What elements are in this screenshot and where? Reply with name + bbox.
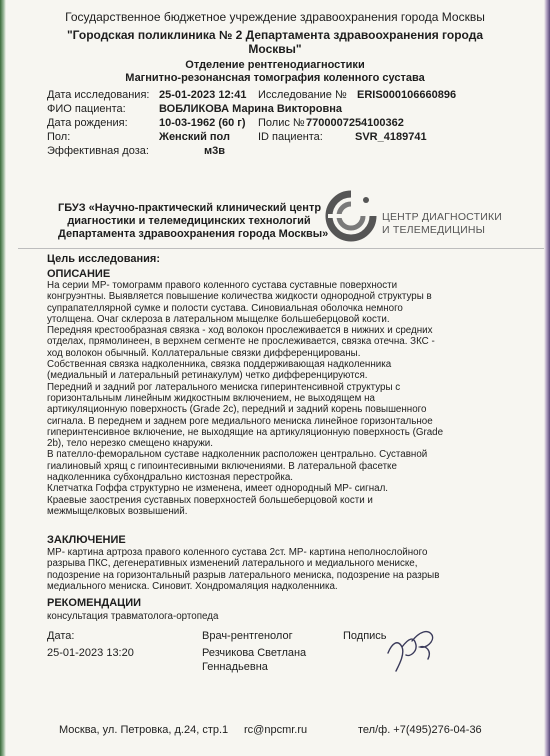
clinic-name-line2: Москвы" [248, 42, 302, 56]
patient-id-value: SVR_4189741 [355, 131, 427, 143]
description-line: ход волокон обычный. Коллатеральные связки дифференцированы. [47, 347, 361, 359]
conclusion-heading: ЗАКЛЮЧЕНИЕ [47, 534, 126, 546]
logo-text-line1: ЦЕНТР ДИАГНОСТИКИ [382, 211, 503, 223]
description-line: межмыщелковых возвышений. [47, 505, 188, 517]
conclusion-line: МР- картина артроза правого коленного сустава 2ст. МР- картина неполнослойного [47, 547, 428, 558]
conclusion-line: подозрение на горизонтальный разрыв латерального мениска, подозрение на разрыв [47, 569, 440, 581]
description-text [47, 280, 477, 517]
scan-edge-left [0, 0, 6, 756]
study-date-value: 25-01-2023 12:41 [159, 89, 247, 101]
description-line: Передняя крестообразная связка - ход волокон прослеживается в нижних и средних [47, 325, 433, 337]
description-line: На серии МР- томограмм правого коленного сустава суставные поверхности [47, 280, 398, 291]
footer-address: Москва, ул. Петровка, д.24, стр.1 [59, 724, 229, 736]
policy-value: 7700007254100362 [306, 117, 404, 129]
description-line: гиперинтенсивное включение, не выходящие на артикуляционную поверхность (Grade [47, 426, 444, 438]
description-line: Клетчатка Гоффа структурно не изменена, имеет однородный МР- сигнал. [47, 483, 389, 495]
section-divider [18, 248, 544, 249]
dob-label: Дата рождения: [47, 117, 128, 129]
institution-name: Государственное бюджетное учреждение здравоохранения города Москвы [65, 10, 485, 24]
description-line: (медиальный и латеральный ретинакулум) четко дифференцируются. [47, 370, 368, 382]
conclusion-text [47, 547, 477, 592]
recommendations-text: консультация травматолога-ортопеда [47, 611, 219, 622]
description-heading: ОПИСАНИЕ [47, 268, 111, 280]
recommendations-heading: РЕКОМЕНДАЦИИ [47, 597, 142, 609]
department-name: Отделение рентгенодиагностики [185, 59, 365, 71]
footer-phone: тел/ф. +7(495)276-04-36 [358, 724, 482, 736]
study-title: Магнитно-резонансная томография коленного сустава [125, 72, 425, 84]
patient-name-value: ВОБЛИКОВА Марина Викторовна [159, 103, 342, 115]
description-line: конгруэнтны. Выявляется повышение количества жидкости однородной структуры в [47, 291, 432, 303]
study-number-value: ERIS000106660896 [357, 89, 457, 101]
description-line: В пателло-феморальном суставе надколенник расположен центрально. Суставной [47, 449, 428, 461]
purpose-label: Цель исследования: [47, 253, 160, 265]
conclusion-line: разрыва ПКС, дегенеративных изменений латерального и медиального мениске, [47, 558, 418, 570]
conclusion-line: медиального мениска. Синовит. Хондромаляция надколенника. [47, 580, 338, 592]
patient-id-label: ID пациента: [258, 131, 323, 143]
sex-value: Женский пол [159, 131, 230, 143]
description-line: гиалиновый хрящ с гипоинтесивными включениями. В латеральной фасетке [47, 460, 397, 472]
center-name-line1: ГБУЗ «Научно-практический клинический центр [58, 202, 322, 214]
description-line: Передний и задний рог латерального мениска гиперинтенсивной структуры с [47, 381, 401, 393]
description-line: утолщена. Очаг склероза в латеральном мыщелке большеберцовой кости. [47, 313, 390, 325]
study-date-label: Дата исследования: [47, 89, 150, 101]
study-number-label: Исследование № [258, 89, 347, 101]
logo-text-line2: И ТЕЛЕМЕДИЦИНЫ [382, 224, 486, 236]
description-line: Собственная связка надколенника, связка поддерживающая надколенника [47, 359, 392, 371]
doctor-role: Врач-рентгенолог [202, 630, 293, 642]
signature-label: Подпись [343, 630, 387, 642]
policy-label: Полис № [258, 117, 305, 129]
description-line: горизонтальным линейным жидкостным включением, не выходящем на [47, 392, 375, 404]
description-line: сигнала. В переднем и заднем роге медиального мениска линейное горизонтальное [47, 415, 433, 427]
description-line: супрапателлярной сумке и полости сустава. Синовиальная оболочка немного [47, 302, 403, 314]
doctor-name-line1: Резчикова Светлана [202, 647, 307, 659]
center-name-line3: Департамента здравоохранения города Москвы» [58, 228, 329, 240]
scan-edge-right [544, 0, 550, 756]
clinic-name-line1: "Городская поликлиника № 2 Департамента здравоохранения города [66, 28, 484, 42]
dose-label: Эффективная доза: [47, 145, 149, 157]
doctor-name-line2: Геннадьевна [202, 661, 268, 673]
description-line: Краевые заострения суставных поверхностей большеберцовой кости и [47, 494, 373, 506]
description-line: артикуляционную поверхность (Grade 2c), передний и задний корень повышенного [47, 404, 427, 416]
dose-value: м3в [204, 145, 226, 157]
footer-email[interactable]: rc@npcmr.ru [244, 724, 308, 736]
sign-date-label: Дата: [47, 630, 75, 642]
center-name-line2: диагностики и телемедицинских технологий [67, 215, 311, 227]
description-line: отделах, прямолинеен, в верхнем сегменте не прослеживается, связка отечна. ЗКС - [47, 336, 435, 348]
description-line: надколенника субхондрально кистозная перестройка. [47, 472, 294, 484]
sex-label: Пол: [47, 131, 71, 143]
center-logo-icon [322, 188, 380, 244]
dob-value: 10-03-1962 (60 г) [159, 117, 246, 129]
handwritten-signature-icon [382, 625, 438, 675]
patient-name-label: ФИО пациента: [47, 103, 126, 115]
description-line: 2b), тело нерезко смещено кнаружи. [47, 438, 214, 450]
sign-date-value: 25-01-2023 13:20 [47, 647, 134, 659]
